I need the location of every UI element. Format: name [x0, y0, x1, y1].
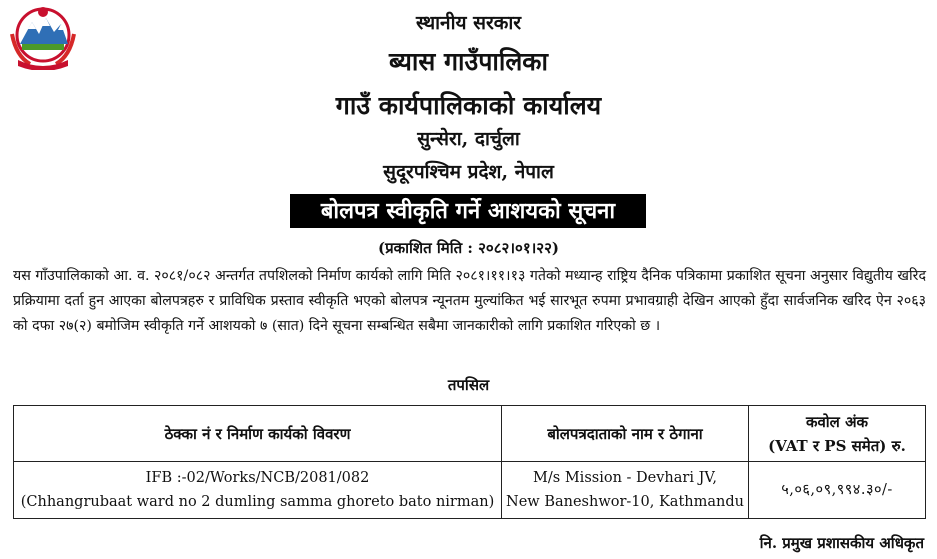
header-bidder: बोलपत्रदाताको नाम र ठेगाना — [502, 406, 749, 462]
header-amount-line1: कवोल अंक — [805, 412, 869, 431]
contract-number: IFB :-02/Works/NCB/2081/082 — [145, 470, 370, 486]
table-header-row — [14, 406, 926, 462]
header-line-local-government: स्थानीय सरकार — [415, 12, 522, 34]
bidder-name: M/s Mission - Devhari JV, — [533, 470, 717, 486]
notice-body: यस गाँउपालिकाको आ. व. २०८१/०८२ अन्तर्गत तपशिलको निर्माण कार्यको लागि मिति २०८१।११।१३ गतेको मध्यान्ह राष्ट्रिय दैनिक पत्रिकामा प्रकाशित सूचना अनुसार विद्युतीय खरिद प्रक्रियामा दर्ता हुन आएका बोलपत्रहरु र प्राविधिक प्रस्ताव स्वीकृति भएको बोलपत्र न्यूनतम मुल्यांकित भई सारभूत रुपमा प्रभावग्राही देखिन आएको हुँदा सार्वजनिक खरिद ऐन २०६३ को दफा २७(२) बमोजिम स्वीकृति गर्ने आशयको ७ (सात) दिने सूचना सम्बन्धित सबैमा जानकारीको लागि प्रकाशित गरिएको छ । — [13, 268, 926, 334]
cell-work — [14, 462, 502, 519]
bidder-address: New Baneshwor-10, Kathmandu — [506, 494, 744, 510]
header-work: ठेक्का नं र निर्माण कार्यको विवरण — [14, 406, 502, 462]
header-line-province: सुदूरपश्चिम प्रदेश, नेपाल — [383, 161, 554, 183]
table-heading: तपसिल — [447, 376, 490, 394]
header-amount-line2: (VAT र PS समेत) रु. — [768, 436, 906, 455]
header-line-office: गाउँ कार्यपालिकाको कार्यालय — [335, 91, 602, 120]
signer: नि. प्रमुख प्रशासकीय अधिकृत — [759, 534, 924, 552]
header-amount — [749, 406, 926, 462]
header-line-municipality: ब्यास गाउँपालिका — [389, 47, 548, 76]
notice-title: बोलपत्र स्वीकृति गर्ने आशयको सूचना — [290, 194, 646, 228]
header-line-location: सुन्सेरा, दार्चुला — [417, 128, 520, 150]
published-date: (प्रकाशित मिति : २०८२।०१।२२) — [377, 239, 560, 257]
cell-bidder — [502, 462, 749, 519]
table-row — [14, 462, 926, 519]
work-description: (Chhangrubaat ward no 2 dumling samma ghoreto bato nirman) — [20, 494, 495, 510]
contract-table — [13, 405, 926, 519]
bid-amount: ५,०६,०९,९९४.३०/- — [749, 462, 926, 519]
